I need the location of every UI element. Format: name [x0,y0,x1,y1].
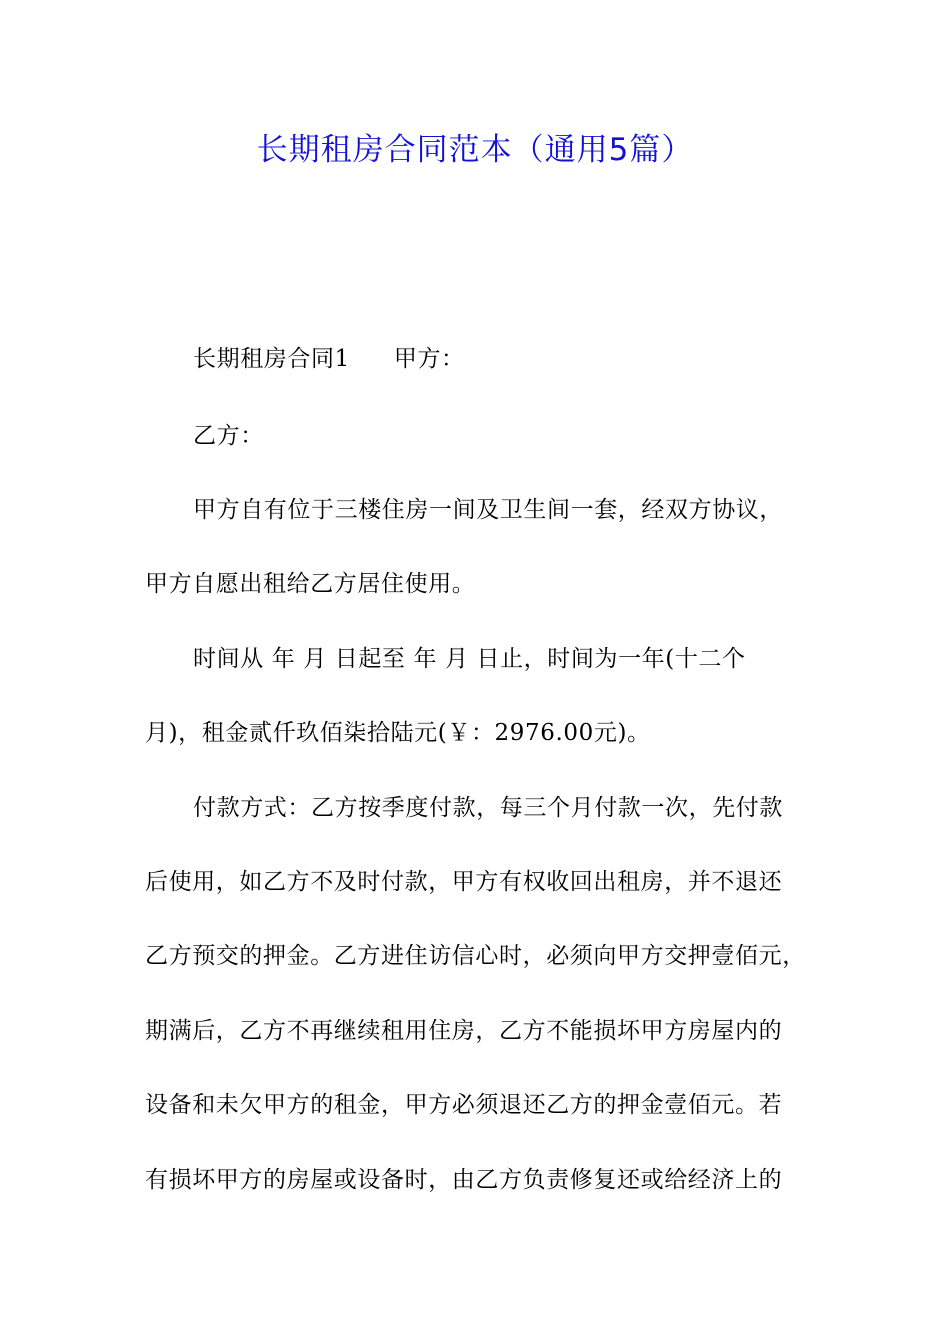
contract-number-label: 长期租房合同1 [193,346,350,372]
paragraph-line: 有损坏甲方的房屋或设备时，由乙方负责修复还或给经济上的 [145,1167,783,1193]
paragraph-line: 甲方自愿出租给乙方居住使用。 [145,571,476,597]
paragraph-line: 时间从 年 月 日起至 年 月 日止，时间为一年(十二个 [193,646,746,672]
paragraph-line: 乙方预交的押金。乙方进住访信心时，必须向甲方交押壹佰元， [145,943,806,969]
party-a-label: 甲方： [393,346,465,372]
paragraph-line: 设备和未欠甲方的租金，甲方必须退还乙方的押金壹佰元。若 [145,1092,783,1118]
paragraph-line: 后使用，如乙方不及时付款，甲方有权收回出租房，并不退还 [145,869,783,895]
paragraph-line: 月)，租金贰仟玖佰柒拾陆元(￥：2976.00元)。 [145,720,651,746]
document-title: 长期租房合同范本（通用5篇） [256,132,694,168]
contract-heading-line [193,344,465,374]
paragraph-line: 甲方自有位于三楼住房一间及卫生间一套，经双方协议， [193,497,783,523]
paragraph-line: 期满后，乙方不再继续租用住房，乙方不能损坏甲方房屋内的 [145,1018,783,1044]
party-b-label: 乙方： [193,423,264,449]
paragraph-line: 付款方式：乙方按季度付款，每三个月付款一次，先付款 [193,795,783,821]
